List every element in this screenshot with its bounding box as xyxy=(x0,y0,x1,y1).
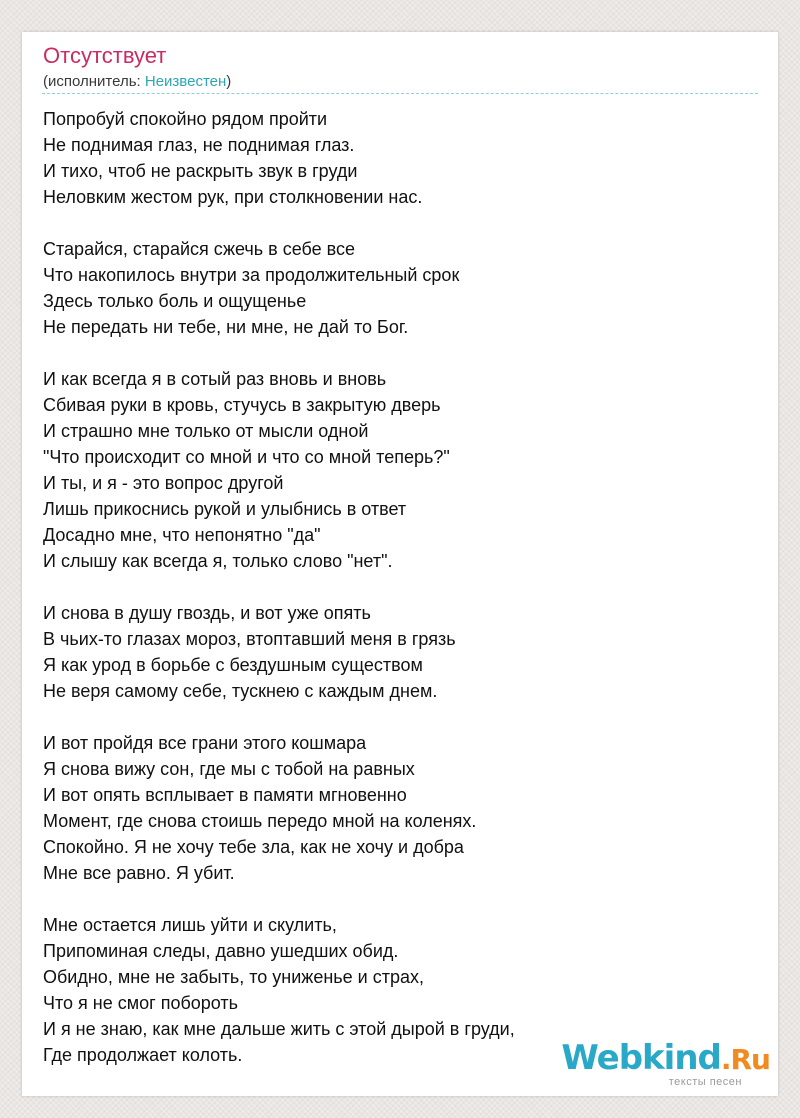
logo-word: Webkind xyxy=(561,1038,721,1078)
lyrics-line: Здесь только боль и ощущенье xyxy=(43,291,307,311)
lyrics-line: Припоминая следы, давно ушедших обид. xyxy=(43,941,399,961)
lyrics-line: Я как урод в борьбе с бездушным существом xyxy=(43,655,423,675)
lyrics-line: И я не знаю, как мне дальше жить с этой дырой в груди, xyxy=(43,1019,515,1039)
lyrics-line: Досадно мне, что непонятно "да" xyxy=(43,525,321,545)
lyrics-line: Мне остается лишь уйти и скулить, xyxy=(43,915,337,935)
webkind-logo[interactable] xyxy=(561,1038,770,1090)
lyrics-stanza xyxy=(43,236,763,340)
lyrics-line: И вот пройдя все грани этого кошмара xyxy=(43,733,367,753)
lyrics-line: Мне все равно. Я убит. xyxy=(43,863,235,883)
lyrics-line: Я снова вижу сон, где мы с тобой на равных xyxy=(43,759,415,779)
lyrics-line: Неловким жестом рук, при столкновении нас. xyxy=(43,187,423,207)
lyrics-line: Не передать ни тебе, ни мне, не дай то Бог. xyxy=(43,317,409,337)
artist-prefix: (исполнитель: xyxy=(43,73,145,90)
lyrics-line: "Что происходит со мной и что со мной теперь?" xyxy=(43,447,450,467)
lyrics-stanza xyxy=(43,600,763,704)
lyrics-line: Обидно, мне не забыть, то униженье и страх, xyxy=(43,967,424,987)
lyrics-line: И страшно мне только от мысли одной xyxy=(43,421,369,441)
lyrics-stanza xyxy=(43,106,763,210)
lyrics-line: Сбивая руки в кровь, стучусь в закрытую дверь xyxy=(43,395,441,415)
lyrics-line: Что я не смог побороть xyxy=(43,993,239,1013)
lyrics-line: Что накопилось внутри за продолжительный срок xyxy=(43,265,460,285)
lyrics-line: Момент, где снова стоишь передо мной на коленях. xyxy=(43,811,477,831)
lyrics-line: Попробуй спокойно рядом пройти xyxy=(43,109,328,129)
lyrics-line: И тихо, чтоб не раскрыть звук в груди xyxy=(43,161,358,181)
lyrics-stanza xyxy=(43,730,763,886)
logo-tld: .Ru xyxy=(720,1043,770,1076)
lyrics-line: Не поднимая глаз, не поднимая глаз. xyxy=(43,135,355,155)
artist-suffix: ) xyxy=(226,73,232,90)
artist-line xyxy=(43,72,231,92)
artist-link[interactable]: Неизвестен xyxy=(144,73,227,90)
lyrics-line: Спокойно. Я не хочу тебе зла, как не хочу и добра xyxy=(43,837,464,857)
logo-tagline: тексты песен xyxy=(668,1076,742,1088)
lyrics-line: И слышу как всегда я, только слово "нет". xyxy=(43,551,393,571)
lyrics-line: В чьих-то глазах мороз, втоптавший меня в грязь xyxy=(43,629,456,649)
header-divider xyxy=(42,93,758,94)
logo-wordmark xyxy=(561,1038,770,1080)
lyrics-line: И снова в душу гвоздь, и вот уже опять xyxy=(43,603,371,623)
lyrics-card xyxy=(22,32,778,1096)
lyrics-line: Не веря самому себе, тускнею с каждым днем. xyxy=(43,681,438,701)
lyrics-line: Старайся, старайся сжечь в себе все xyxy=(43,239,356,259)
lyrics-stanza xyxy=(43,366,763,574)
lyrics-line: И ты, и я - это вопрос другой xyxy=(43,473,284,493)
song-title: Отсутствует xyxy=(43,43,167,68)
lyrics-line: Где продолжает колоть. xyxy=(43,1045,243,1065)
lyrics-text xyxy=(43,106,763,1094)
lyrics-line: И вот опять всплывает в памяти мгновенно xyxy=(43,785,407,805)
lyrics-line: И как всегда я в сотый раз вновь и вновь xyxy=(43,369,387,389)
lyrics-line: Лишь прикоснись рукой и улыбнись в ответ xyxy=(43,499,407,519)
